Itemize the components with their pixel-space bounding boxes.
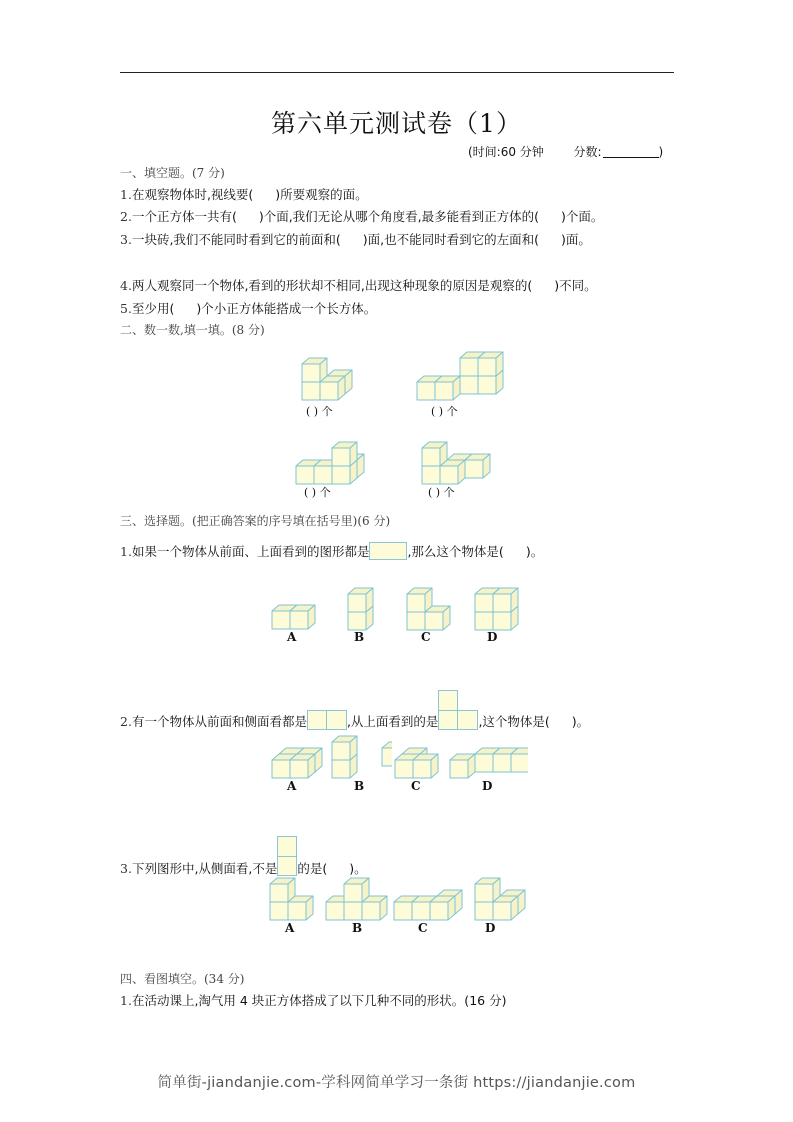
question-text: 至少用( [131,301,175,316]
option-a-label[interactable]: A [287,630,297,644]
option-figure-3-1-b [346,578,386,632]
cube-figure-2-2 [415,340,515,402]
question-text: 两人观察同一个物体,看到的形状却不相同,出现这种现象的原因是观察的( [131,278,533,293]
option-b-label[interactable]: B [354,779,365,793]
question-4-1 [120,991,506,1009]
question-text: 的是( [297,861,328,876]
cube-figure-2-3 [294,428,384,486]
page-title: 第六单元测试卷（1） [271,109,522,138]
question-text: 一个正方体一共有( [131,209,237,224]
option-figure-3-2-d [448,735,528,780]
question-1-1 [120,185,368,203]
question-text: ,那么这个物体是( [407,544,504,559]
option-figure-3-3-b [324,870,394,922]
question-number: 2. [120,209,132,224]
question-text: ,从上面看到的是 [346,714,439,729]
option-c-label[interactable]: C [421,630,431,644]
question-3-1 [120,542,543,560]
option-a-label[interactable]: A [285,921,295,935]
question-number: 4. [120,278,132,293]
question-text: 在观察物体时,视线要( [131,187,254,202]
question-1-3 [120,230,591,248]
cube-figure-2-1 [300,340,380,402]
option-a-label[interactable]: A [287,779,297,793]
question-text: 在活动课上,淘气用 4 块正方体搭成了以下几种不同的形状。(16 分) [131,993,507,1008]
question-text: )所要观察的面。 [275,187,368,202]
header-rule [120,72,674,73]
option-b-label[interactable]: B [352,921,363,935]
exam-meta [468,143,663,160]
question-text: 下列图形中,从侧面看,不是 [131,861,278,876]
option-c-label[interactable]: C [411,779,421,793]
option-figure-3-2-c [393,740,443,780]
question-text: )面,也不能同时看到它的左面和( [362,232,540,247]
option-figure-3-1-c [405,578,465,632]
question-text: 有一个物体从前面和侧面看都是 [131,714,307,729]
score-blank [603,145,659,158]
question-1-2 [120,207,603,225]
question-text: )不同。 [554,278,597,293]
question-1-4 [120,276,597,294]
option-d-label[interactable]: D [482,779,493,793]
question-text: 一块砖,我们不能同时看到它的前面和( [131,232,341,247]
option-figure-3-1-a [270,595,330,631]
option-figure-3-1-d [473,578,533,632]
question-number: 5. [120,301,132,316]
score-label: 分数: [573,145,602,159]
section-1-heading: 一、填空题。(7 分) [120,166,225,180]
question-text: )面。 [561,232,591,247]
option-c-label[interactable]: C [418,921,428,935]
cube-figure-2-4 [420,428,510,486]
count-caption[interactable]: ( ) 个 [431,405,458,418]
view-shape-l-top [438,690,478,730]
section-3-heading: 三、选择题。(把正确答案的序号填在括号里)(6 分) [120,514,391,528]
question-number: 3. [120,232,132,247]
option-d-label[interactable]: D [487,630,498,644]
question-text: )个面。 [561,209,604,224]
question-text: 如果一个物体从前面、上面看到的图形都是 [131,544,370,559]
score-close: ) [658,145,664,159]
question-text: )个小正方体能搭成一个长方体。 [196,301,377,316]
option-b-label[interactable]: B [354,630,365,644]
question-text: )。 [525,544,544,559]
time-label: (时间:60 分钟 [468,145,544,159]
option-figure-3-2-b [330,720,392,780]
count-caption[interactable]: ( ) 个 [428,486,455,499]
section-2-heading: 二、数一数,填一填。(8 分) [120,323,265,337]
question-number: 3. [120,861,132,876]
question-number: 1. [120,993,132,1008]
question-number: 1. [120,544,132,559]
option-figure-3-3-c [392,880,468,922]
count-caption[interactable]: ( ) 个 [304,486,331,499]
count-caption[interactable]: ( ) 个 [306,405,333,418]
option-d-label[interactable]: D [485,921,496,935]
option-figure-3-2-a [270,738,330,780]
question-text: )个面,我们无论从哪个角度看,最多能看到正方体的( [258,209,540,224]
option-figure-3-3-a [268,870,324,922]
question-1-5 [120,299,376,317]
question-text: )。 [571,714,590,729]
question-text: ,这个物体是( [478,714,550,729]
question-number: 2. [120,714,132,729]
option-figure-3-3-d [473,870,529,922]
footer-watermark: 简单街-jiandanjie.com-学科网简单学习一条街 https://jiandanjie.com [157,1075,636,1091]
question-text: )。 [349,861,367,876]
question-number: 1. [120,187,132,202]
section-4-heading: 四、看图填空。(34 分) [120,972,245,986]
view-shape-1x2 [369,542,407,560]
